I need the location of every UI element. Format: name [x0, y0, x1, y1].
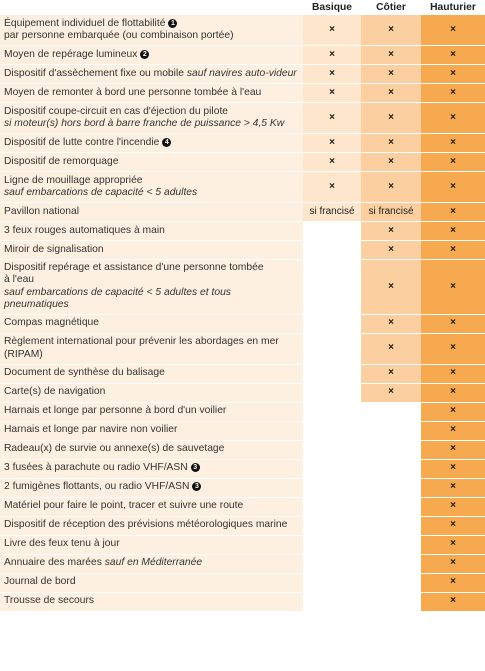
cell-cotier: × [361, 315, 421, 333]
cell-basique [303, 334, 361, 364]
cell-hauturier: × [421, 65, 485, 83]
cell-basique [303, 517, 361, 535]
row-label [0, 222, 303, 240]
cell-hauturier: × [421, 479, 485, 497]
cell-hauturier: × [421, 46, 485, 64]
cell-cotier: × [361, 172, 421, 202]
table-row [0, 365, 485, 383]
table-row [0, 574, 485, 592]
cell-hauturier: × [421, 103, 485, 133]
cell-hauturier: × [421, 222, 485, 240]
table-row [0, 260, 485, 314]
cell-cotier: si francisé [361, 203, 421, 221]
label-line: Radeau(x) de survie ou annexe(s) de sauvetage [4, 443, 225, 455]
cell-cotier [361, 498, 421, 516]
cell-hauturier: × [421, 498, 485, 516]
cell-basique: × [303, 65, 361, 83]
cell-basique [303, 384, 361, 402]
label-line: Dispositif coupe-circuit en cas d'éjection du pilote [4, 105, 229, 117]
cell-basique [303, 536, 361, 554]
label-line: Harnais et longe par navire non voilier [4, 424, 178, 436]
table-row [0, 222, 485, 240]
label-line: Miroir de signalisation [4, 243, 104, 255]
cell-basique: × [303, 153, 361, 171]
cell-basique: × [303, 134, 361, 152]
row-label [0, 384, 303, 402]
row-label [0, 422, 303, 440]
label-line: 3 feux rouges automatiques à main [4, 224, 165, 236]
label-line-2: à l'eau [4, 274, 35, 286]
table-row [0, 403, 485, 421]
cell-basique [303, 441, 361, 459]
label-line: Matériel pour faire le point, tracer et suivre une route [4, 500, 244, 512]
row-label [0, 84, 303, 102]
header-equipment [0, 1, 303, 14]
cell-cotier: × [361, 260, 421, 314]
cell-basique [303, 422, 361, 440]
cell-cotier: × [361, 334, 421, 364]
table-row [0, 15, 485, 45]
table-row [0, 441, 485, 459]
row-label [0, 46, 303, 64]
cell-cotier [361, 422, 421, 440]
cell-hauturier: × [421, 84, 485, 102]
cell-hauturier: × [421, 517, 485, 535]
cell-basique [303, 460, 361, 478]
row-label [0, 479, 303, 497]
label-line: Dispositif de réception des prévisions météorologiques marine [4, 519, 288, 531]
cell-hauturier: × [421, 134, 485, 152]
cell-cotier: × [361, 134, 421, 152]
cell-hauturier: × [421, 384, 485, 402]
label-line: Moyen de repérage lumineux [4, 48, 138, 60]
note-marker: 1 [168, 19, 177, 28]
note-marker: 2 [140, 50, 149, 59]
cell-basique [303, 574, 361, 592]
cell-hauturier: × [421, 574, 485, 592]
label-line: Dispositif repérage et assistance d'une personne tombée [4, 262, 264, 273]
table-row [0, 315, 485, 333]
cell-hauturier: × [421, 441, 485, 459]
label-exception: sauf navires auto-videur [186, 67, 297, 79]
label-line: Annuaire des marées [4, 557, 102, 569]
label-line: 2 fumigènes flottants, ou radio VHF/ASN [4, 481, 190, 493]
row-label [0, 593, 303, 611]
cell-hauturier: × [421, 555, 485, 573]
cell-cotier: × [361, 153, 421, 171]
label-line: Carte(s) de navigation [4, 386, 106, 398]
label-line: Règlement international pour prévenir les abordages en mer [4, 336, 279, 348]
label-line: Pavillon national [4, 205, 79, 217]
cell-cotier: × [361, 365, 421, 383]
table-row [0, 241, 485, 259]
table-row [0, 153, 485, 171]
cell-hauturier: × [421, 315, 485, 333]
cell-hauturier: × [421, 403, 485, 421]
row-label [0, 103, 303, 133]
label-line: Moyen de remonter à bord une personne tombée à l'eau [4, 86, 262, 98]
cell-cotier [361, 517, 421, 535]
table-row [0, 479, 485, 497]
table-row [0, 460, 485, 478]
cell-basique [303, 260, 361, 314]
cell-basique [303, 555, 361, 573]
cell-cotier [361, 574, 421, 592]
cell-cotier [361, 555, 421, 573]
row-label [0, 260, 303, 314]
cell-cotier: × [361, 46, 421, 64]
row-label [0, 334, 303, 364]
label-exception: sauf en Méditerranée [104, 557, 203, 569]
row-label [0, 498, 303, 516]
row-label [0, 555, 303, 573]
table-row [0, 334, 485, 364]
label-line: Dispositif d'assèchement fixe ou mobile [4, 67, 184, 79]
cell-hauturier: × [421, 260, 485, 314]
cell-hauturier: × [421, 536, 485, 554]
cell-basique [303, 498, 361, 516]
cell-cotier [361, 403, 421, 421]
row-label [0, 153, 303, 171]
cell-basique: × [303, 172, 361, 202]
cell-basique: × [303, 84, 361, 102]
row-label [0, 403, 303, 421]
cell-cotier: × [361, 222, 421, 240]
cell-hauturier: × [421, 422, 485, 440]
table-row [0, 498, 485, 516]
row-label [0, 517, 303, 535]
label-line: Document de synthèse du balisage [4, 367, 165, 379]
cell-basique [303, 403, 361, 421]
row-label [0, 460, 303, 478]
header-basique: Basique [311, 2, 353, 13]
row-label [0, 203, 303, 221]
cell-basique [303, 479, 361, 497]
label-line: Livre des feux tenu à jour [4, 538, 120, 550]
cell-hauturier: × [421, 153, 485, 171]
cell-basique: × [303, 103, 361, 133]
label-line: Compas magnétique [4, 317, 100, 329]
note-marker: 3 [192, 482, 201, 491]
label-line: Équipement individuel de flottabilité [4, 17, 166, 29]
cell-cotier: × [361, 65, 421, 83]
label-exception: sauf embarcations de capacité < 5 adultes et tous pneumatiques [4, 286, 231, 311]
table-row [0, 555, 485, 573]
note-marker: 4 [162, 138, 171, 147]
cell-cotier [361, 479, 421, 497]
row-label [0, 536, 303, 554]
row-label [0, 134, 303, 152]
table-row [0, 103, 485, 133]
cell-cotier: × [361, 84, 421, 102]
cell-hauturier: × [421, 172, 485, 202]
label-line: Journal de bord [4, 576, 76, 588]
cell-basique [303, 241, 361, 259]
cell-cotier [361, 460, 421, 478]
label-line: Trousse de secours [4, 595, 95, 607]
header-row [0, 1, 485, 14]
row-label [0, 15, 303, 45]
cell-basique: si francisé [303, 203, 361, 221]
table-row [0, 384, 485, 402]
cell-hauturier: × [421, 593, 485, 611]
label-line-2: (RIPAM) [4, 348, 43, 360]
table-row [0, 536, 485, 554]
table-row [0, 593, 485, 611]
label-exception: sauf embarcations de capacité < 5 adultes [4, 187, 198, 198]
cell-basique [303, 365, 361, 383]
label-line: Ligne de mouillage appropriée [4, 174, 143, 186]
table-row [0, 65, 485, 83]
cell-cotier: × [361, 241, 421, 259]
cell-basique: × [303, 15, 361, 45]
row-label [0, 315, 303, 333]
header-hauturier: Hauturier [430, 2, 476, 13]
row-label [0, 574, 303, 592]
row-label [0, 441, 303, 459]
label-exception: si moteur(s) hors bord à barre franche de puissance > 4,5 Kw [4, 118, 285, 129]
label-line: Harnais et longe par personne à bord d'un voilier [4, 405, 227, 417]
cell-cotier [361, 441, 421, 459]
table-row [0, 134, 485, 152]
row-label [0, 172, 303, 202]
row-label [0, 365, 303, 383]
cell-cotier [361, 536, 421, 554]
cell-basique [303, 222, 361, 240]
label-line: Dispositif de remorquage [4, 155, 119, 167]
table-row [0, 46, 485, 64]
label-line-2: par personne embarquée (ou combinaison portée) [4, 30, 234, 41]
header-cotier: Côtier [376, 2, 406, 13]
row-label [0, 65, 303, 83]
cell-hauturier: × [421, 334, 485, 364]
label-line: Dispositif de lutte contre l'incendie [4, 136, 160, 148]
cell-cotier: × [361, 384, 421, 402]
cell-hauturier: × [421, 241, 485, 259]
row-label [0, 241, 303, 259]
cell-hauturier: × [421, 365, 485, 383]
cell-basique [303, 593, 361, 611]
table-row [0, 172, 485, 202]
table-row [0, 422, 485, 440]
note-marker: 3 [191, 463, 200, 472]
cell-cotier: × [361, 15, 421, 45]
cell-basique [303, 315, 361, 333]
cell-hauturier: × [421, 203, 485, 221]
cell-hauturier: × [421, 15, 485, 45]
label-line: 3 fusées à parachute ou radio VHF/ASN [4, 462, 188, 474]
cell-cotier [361, 593, 421, 611]
table-row [0, 203, 485, 221]
table-row [0, 84, 485, 102]
cell-hauturier: × [421, 460, 485, 478]
table-row [0, 517, 485, 535]
cell-basique: × [303, 46, 361, 64]
cell-cotier: × [361, 103, 421, 133]
